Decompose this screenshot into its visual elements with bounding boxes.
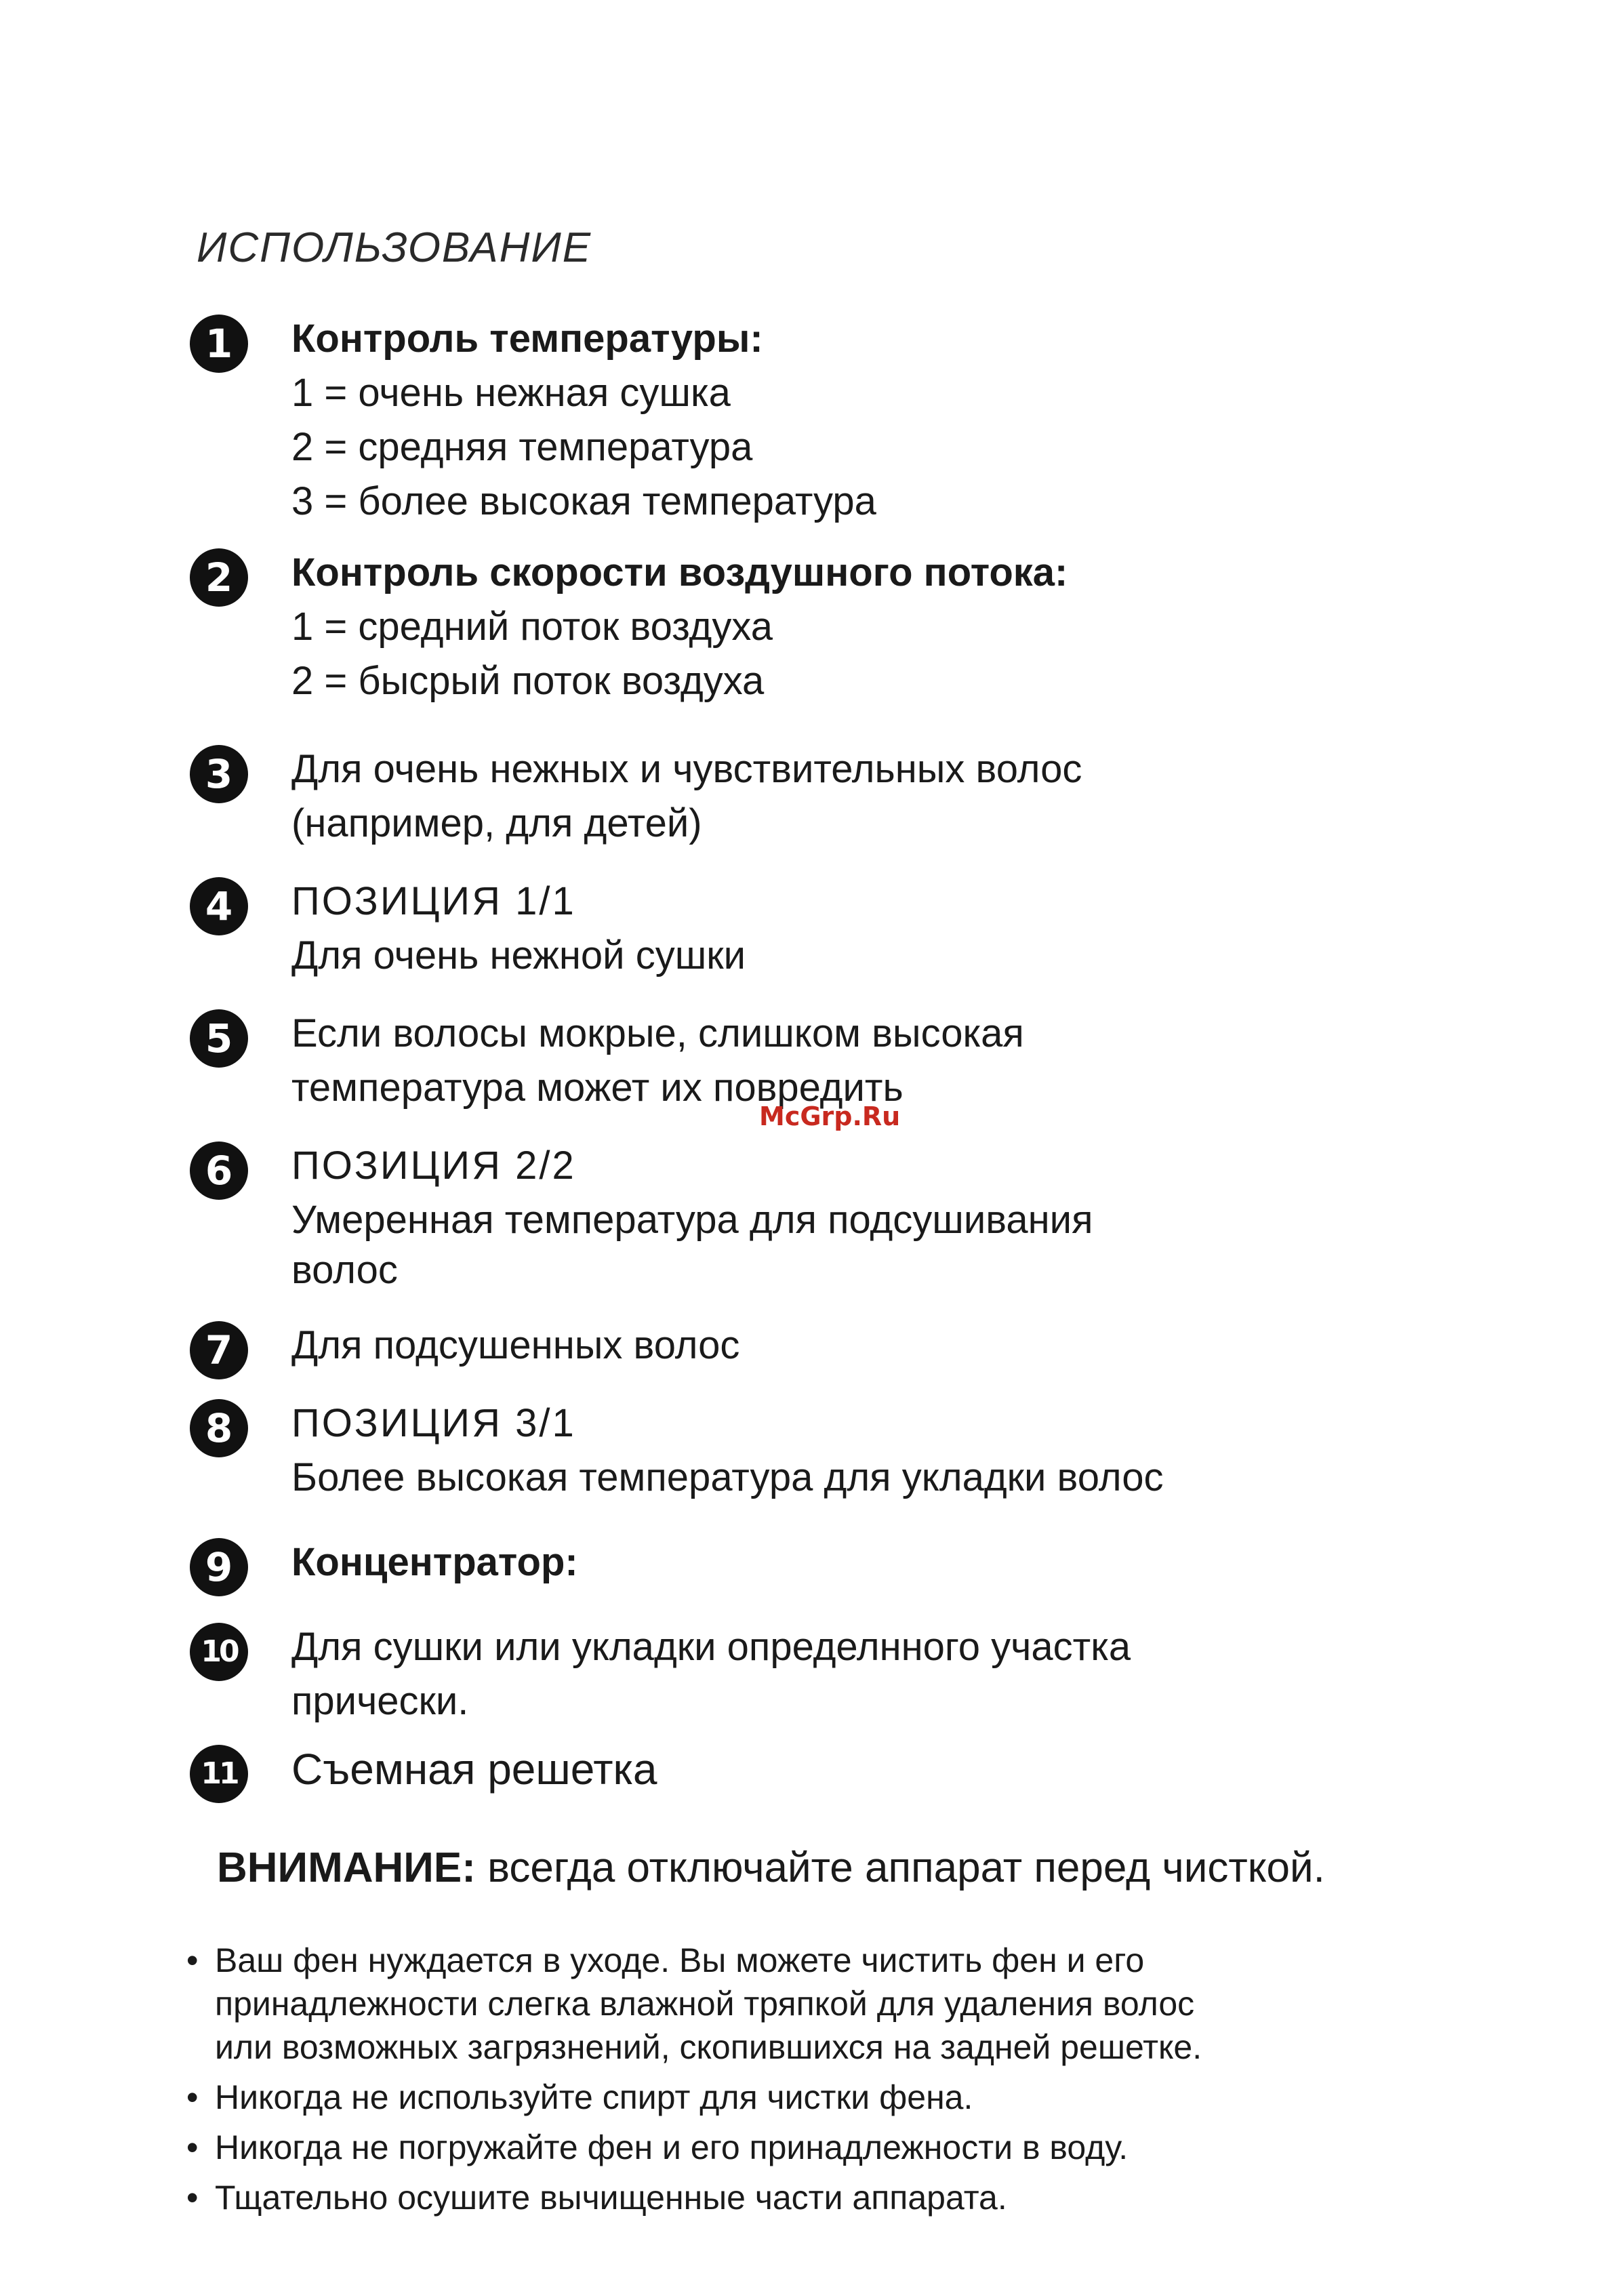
bullet-line: Никогда не используйте спирт для чистки фена. <box>215 2078 973 2116</box>
item-line: Для подсушенных волос <box>291 1323 740 1367</box>
number-badge: 6 <box>190 1142 248 1200</box>
item-title: ПОЗИЦИЯ 1/1 <box>291 879 576 923</box>
item-line: 3 = более высокая температура <box>291 479 876 523</box>
item-line: 1 = очень нежная сушка <box>291 371 731 415</box>
number-badge: 3 <box>190 745 248 803</box>
number-badge: 4 <box>190 877 248 935</box>
bullet-line: или возможных загрязнений, скопившихся на задней решетке. <box>215 2028 1202 2066</box>
care-bullet-list <box>186 1939 1339 2226</box>
item-line: 1 = средний поток воздуха <box>291 605 773 649</box>
number-badge: 2 <box>190 548 248 607</box>
item-line: Если волосы мокрые, слишком высокая <box>291 1011 1024 1055</box>
watermark-text: McGrp.Ru <box>759 1102 901 1131</box>
bullet-line: Ваш фен нуждается в уходе. Вы можете чистить фен и его <box>215 1941 1145 1979</box>
warning-text: всегда отключайте аппарат перед чисткой. <box>475 1844 1325 1891</box>
item-line: Для очень нежной сушки <box>291 933 746 977</box>
item-line: Умеренная температура для подсушивания <box>291 1198 1093 1242</box>
bullet-line: принадлежности слегка влажной тряпкой для удаления волос <box>215 1985 1195 2023</box>
number-badge: 10 <box>190 1623 248 1681</box>
item-line: (например, для детей) <box>291 801 702 845</box>
item-line: волос <box>291 1248 398 1292</box>
item-line: прически. <box>291 1679 469 1723</box>
warning-label: ВНИМАНИЕ: <box>217 1844 476 1891</box>
item-title: Контроль температуры: <box>291 317 763 361</box>
number-badge: 11 <box>190 1745 248 1803</box>
item-title: Контроль скорости воздушного потока: <box>291 550 1068 594</box>
number-badge: 8 <box>190 1399 248 1457</box>
item-line: 2 = бысрый поток воздуха <box>291 659 765 703</box>
item-line: 2 = средняя температура <box>291 425 753 469</box>
section-heading: ИСПОЛЬЗОВАНИЕ <box>197 224 592 271</box>
bullet-dot: • <box>186 1941 199 1979</box>
bullet-dot: • <box>186 2078 199 2116</box>
item-title: Концентратор: <box>291 1540 578 1584</box>
number-badge: 7 <box>190 1321 248 1379</box>
item-line: Более высокая температура для укладки волос <box>291 1455 1164 1499</box>
bullet-item <box>186 2076 1339 2119</box>
bullet-dot: • <box>186 2179 199 2217</box>
item-line: Съемная решетка <box>291 1745 657 1794</box>
bullet-item <box>186 2176 1339 2219</box>
item-line: Для очень нежных и чувствительных волос <box>291 747 1082 791</box>
warning-note <box>217 1844 1325 1892</box>
item-line: Для сушки или укладки определнного участка <box>291 1625 1131 1669</box>
bullet-item <box>186 1939 1339 2069</box>
bullet-dot: • <box>186 2128 199 2166</box>
number-badge: 5 <box>190 1009 248 1068</box>
bullet-line: Никогда не погружайте фен и его принадлежности в воду. <box>215 2128 1129 2166</box>
item-line: температура может их повредить <box>291 1066 904 1110</box>
bullet-item <box>186 2126 1339 2169</box>
number-badge: 9 <box>190 1538 248 1596</box>
item-title: ПОЗИЦИЯ 3/1 <box>291 1401 576 1445</box>
item-title: ПОЗИЦИЯ 2/2 <box>291 1144 576 1188</box>
bullet-line: Тщательно осушите вычищенные части аппарата. <box>215 2179 1007 2217</box>
number-badge: 1 <box>190 315 248 373</box>
